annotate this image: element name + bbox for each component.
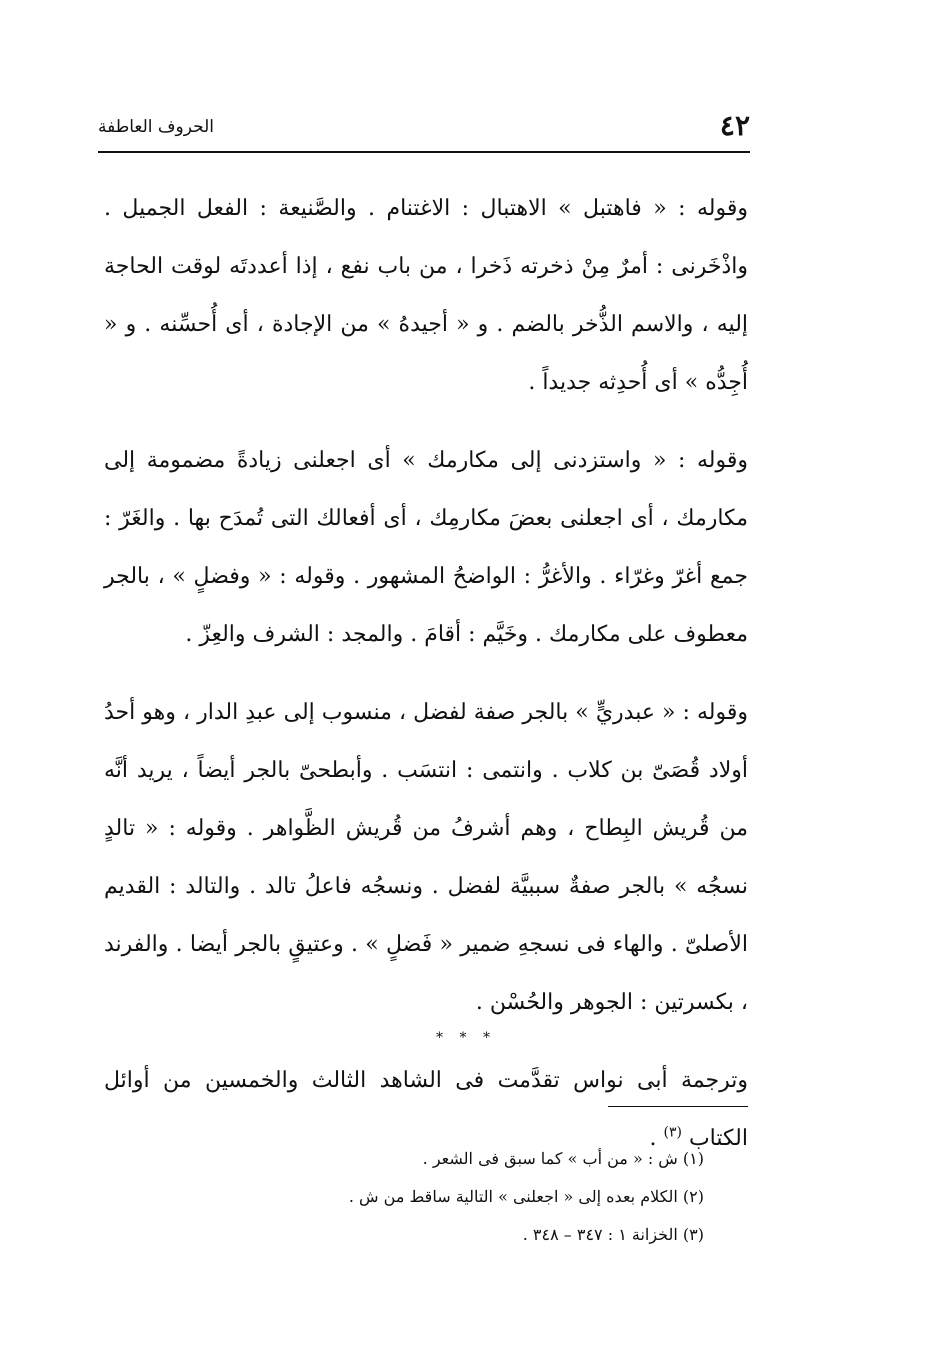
footnote-reference[interactable]: (٣) [663, 1124, 682, 1141]
section-separator: * * * [436, 1030, 496, 1046]
text-line: أولاد قُصَىّ بن كلاب . وانتمى : انتسَب . وأبطحىّ بالجر أيضاً ، يريد أنَّه من [104, 758, 748, 841]
footnote-rule [608, 1106, 748, 1107]
page-header [98, 108, 750, 148]
text-line: . [649, 1126, 657, 1151]
text-line: وترجمة أبى نواس تقدَّمت فى الشاهد الثالث والخمسين من أوائل [104, 1068, 748, 1093]
footnote: (٣) الخزانة ١ : ٣٤٧ – ٣٤٨ . [522, 1225, 704, 1244]
footnotes [184, 1140, 704, 1254]
text-line: واذْخَرنى : أمرٌ مِنْ ذخرته ذَخرا ، من باب نفع ، إذا أعددتَه لوقت الحاجة إليه ، [104, 254, 749, 337]
text-line: وقوله : « واستزدنى إلى مكارمك » أى اجعلنى زيادةً مضمومة إلى [104, 448, 748, 473]
page-number: ٤٢ [719, 109, 750, 142]
footnote: (١) ش : « من أب » كما سبق فى الشعر . [422, 1149, 704, 1168]
text-line: وقوله : « عبدريٍّ » بالجر صفة لفضل ، منسوب إلى عبدِ الدار ، وهو أحدُ [104, 700, 748, 725]
text-line: على مكارمك . وخَيَّم : أقامَ . والمجد : الشرف والعِزّ . [185, 622, 667, 647]
running-title: الحروف العاطفة [98, 117, 215, 137]
text-line: مكارمك ، أى اجعلنى بعضَ مكارمِك ، أى أفعالك التى تُمدَح بها . والغَرّ : [104, 506, 748, 531]
footnote: (٢) الكلام بعده إلى « اجعلنى » التالية ساقط من ش . [348, 1187, 704, 1206]
text-line: أُحدِثه جديداً . [528, 370, 648, 395]
paragraph [104, 180, 748, 412]
text-line: والاسم الذُّخر بالضم . و « أجيدهُ » من الإجادة ، أى أُحسِّنه . و « أُجِدُّه » أى [104, 312, 748, 395]
paragraph [104, 684, 748, 1032]
text-line: جمع أغرّ وغرّاء . والأغرُّ : الواضحُ المشهور . وقوله : « وفضلٍ » ، بالجر معطوف [104, 564, 748, 647]
text-line: قُريش البِطاح ، وهم أشرفُ من قُريش الظَّواهر . وقوله : « تالدٍ نسجُه » بالجر صفةٌ [104, 816, 748, 899]
text-line: وقوله : « فاهتبل » الاهتبال : الاغتنام . والصَّنيعة : الفعل الجميل . [104, 196, 748, 221]
text-line: سببيَّة لفضل . ونسجُه فاعلُ تالد . والتالد : القديم الأصلىّ . والهاء فى نسجهِ [104, 874, 749, 957]
text-line: الكتاب [688, 1126, 748, 1151]
header-rule [98, 151, 750, 153]
paragraph [104, 432, 748, 664]
text-line: ضمير « فَضلٍ » . وعتيقٍ بالجر أيضا . والفرند ، بكسرتين : الجوهر والحُسْن . [104, 932, 748, 1015]
